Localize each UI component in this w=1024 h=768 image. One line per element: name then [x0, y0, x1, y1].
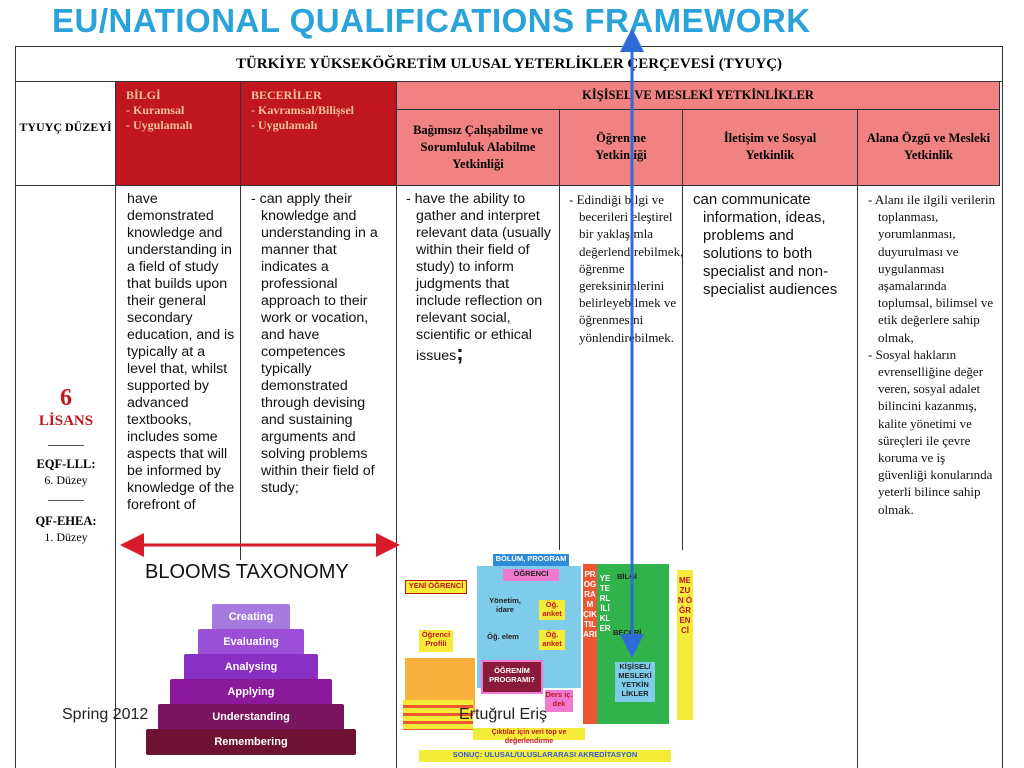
footer-author: Ertuğrul Eriş: [459, 706, 548, 723]
diagram-program-ciktilari: PROGRAM ÇIKTILARI: [583, 564, 597, 724]
diagram-sonuc: SONUÇ: ULUSAL/ULUSLARARASI AKREDİTASYON: [419, 750, 671, 762]
ogrenme-cell: - Edindiği bilgi ve becerileri eleştirel bir yaklaşımla değerlendirebilmek, öğrenme gereksinimlerini belirleyebilmek ve öğrenmesini yönlendirebilmek.: [569, 192, 684, 345]
diagram-ders: Ders iç. dek: [545, 690, 573, 712]
blooms-level-applying: Applying: [170, 679, 332, 705]
process-diagram: [399, 550, 699, 768]
diagram-ciktilar: Çıktılar için veri top ve değerlendirme: [473, 728, 585, 740]
diagram-bilgi: BİLGİ: [617, 572, 637, 581]
qf-label: QF-EHEA:: [35, 514, 97, 528]
diagram-yeterlilikler: YETERLİLİKLER: [599, 574, 611, 633]
bilgi-line2: - Uygulamalı: [126, 118, 193, 132]
diagram-ogrenci: ÖĞRENCİ: [503, 569, 559, 581]
diagram-program: ÖĞRENİM PROGRAMI?: [481, 660, 543, 694]
divider: [48, 500, 84, 501]
alan-cell: [868, 191, 996, 518]
blooms-level-understanding: Understanding: [158, 704, 344, 730]
eqf-level: 6. Düzey: [44, 473, 88, 487]
beceri-cell-text: can apply their knowledge and understanding in a manner that indicates a professional approach to their work or vocation, and have competences typically demonstrated through devising and sustaining arguments and solving problems within their field of study;: [259, 191, 378, 496]
level-header-text: TYUYÇ DÜZEYİ: [19, 120, 112, 134]
eqf-label: EQF-LLL:: [36, 457, 96, 471]
bagimsiz-cell: - have the ability to gather and interpret relevant data (usually within their field of study) to inform judgments that include reflection on relevant social, scientific or ethical issues;: [406, 191, 551, 365]
kisisel-header: [397, 82, 1000, 110]
footer-date: Spring 2012: [62, 706, 149, 723]
beceriler-line2: - Uygulamalı: [251, 118, 318, 132]
alan-item-2: - Sosyal hakların evrenselliğine değer veren, sosyal adalet bilincini kazanmış, kalite yönetimi ve süreçleri ile çevre koruma ve iş güvenliği konularında yeterli bilince sahip olmak.: [868, 346, 993, 517]
ogrenme-cell-text: Edindiği bilgi ve becerileri eleştirel bir yaklaşımla değerlendirebilmek, öğrenme gereksinimlerini belirleyebilmek ve öğrenmesini yönlendirebilmek.: [576, 192, 684, 345]
alan-item-1-text: Alanı ile ilgili verilerin toplanması, yorumlanması, duyurulması ve uygulanması aşamalarında toplumsal, bilimsel ve etik değerlere sahip olmak,: [874, 192, 996, 345]
beceriler-header: [241, 82, 397, 186]
diagram-bolum: BÖLÜM, PROGRAM: [493, 554, 569, 566]
blooms-level-remembering: Remembering: [146, 729, 356, 755]
level-number: 6: [60, 385, 72, 411]
divider: [48, 445, 84, 446]
level-name: LİSANS: [38, 413, 94, 429]
diagram-og-anket-2: Öğ. anket: [539, 630, 565, 650]
bilgi-line1: - Kuramsal: [126, 103, 185, 117]
kisisel-header-text: KİŞİSEL VE MESLEKİ YETKİNLİKLER: [582, 88, 814, 102]
diagram-og-anket: Öğ. anket: [539, 600, 565, 620]
subheader-ogrenme: [560, 110, 683, 186]
alan-item-1: - Alanı ile ilgili verilerin toplanması, yorumlanması, duyurulması ve uygulanması aşamalarında toplumsal, bilimsel ve etik değerlere sahip olmak,: [868, 192, 996, 345]
diagram-ogrenci-profili: Öğrenci Profili: [419, 630, 453, 652]
page-title: EU/NATIONAL QUALIFICATIONS FRAMEWORK: [52, 2, 811, 39]
blooms-level-analysing: Analysing: [184, 654, 318, 680]
diagram-yeni-ogrenci: YENİ ÖĞRENCİ: [405, 580, 467, 594]
diagram-yonetim: Yönetim, idare: [489, 596, 521, 614]
diagram-mezun: MEZUN ÖĞRENCİ: [677, 570, 693, 720]
diagram-beceri: BECERİ: [613, 628, 642, 637]
level-header: [15, 82, 116, 186]
subheader-iletisim: [683, 110, 858, 186]
subheader-alan-text: Alana Özgü ve Mesleki Yetkinlik: [866, 131, 991, 162]
blooms-level-creating: Creating: [212, 604, 290, 630]
beceri-cell: - can apply their knowledge and understanding in a manner that indicates a professional approach to their work or vocation, and have competences typically demonstrated through devising and sustaining arguments and solving problems within their field of study;: [251, 191, 378, 496]
level-info: [16, 385, 116, 545]
blooms-title: BLOOMS TAXONOMY: [145, 561, 349, 583]
beceriler-title: BECERİLER: [251, 88, 322, 102]
diagram-og-elem: Öğ. elem: [487, 632, 519, 641]
bagimsiz-cell-text: have the ability to gather and interpret relevant data (usually within their field of study) to inform judgments that include reflection on relevant social, scientific or ethical issues: [414, 191, 551, 364]
subheader-bagimsiz-text: Bağımsız Çalışabilme ve Sorumluluk Alabilme Yetkinliği: [413, 123, 543, 171]
diagram-kisisel: KİŞİSEL/ MESLEKİ YETKİN LİKLER: [615, 662, 655, 702]
bilgi-header: [116, 82, 241, 186]
subheader-iletisim-text: İletişim ve Sosyal Yetkinlik: [723, 131, 817, 162]
beceriler-line1: - Kavramsal/Bilişsel: [251, 103, 354, 117]
table-caption: TÜRKİYE YÜKSEKÖĞRETİM ULUSAL YETERLİKLER ÇERÇEVESİ (TYUYÇ): [15, 46, 1003, 82]
alan-item-2-text: Sosyal hakların evrenselliğine değer veren, sosyal adalet bilincini kazanmış, kalite yönetimi ve süreçleri ile çevre koruma ve iş güvenliği konularında yeterli bilince sahip olmak.: [875, 346, 993, 517]
bilgi-title: BİLGİ: [126, 88, 161, 102]
bilgi-cell-text: have demonstrated knowledge and understanding in a field of study that builds upon their general secondary education, and is typically at a level that, whilst supported by advanced textbooks, includes some aspects that will be informed by knowledge of the forefront of: [127, 191, 235, 513]
subheader-bagimsiz: [397, 110, 560, 186]
blooms-level-evaluating: Evaluating: [198, 629, 304, 655]
subheader-ogrenme-text: Öğrenme Yetkinliği: [595, 131, 647, 162]
bagimsiz-semicolon: ;: [456, 340, 464, 365]
subheader-alan: [858, 110, 1000, 186]
iletisim-cell-text: can communicate information, ideas, problems and solutions to both specialist and non-specialist audiences: [693, 191, 838, 298]
qf-level: 1. Düzey: [44, 530, 88, 544]
